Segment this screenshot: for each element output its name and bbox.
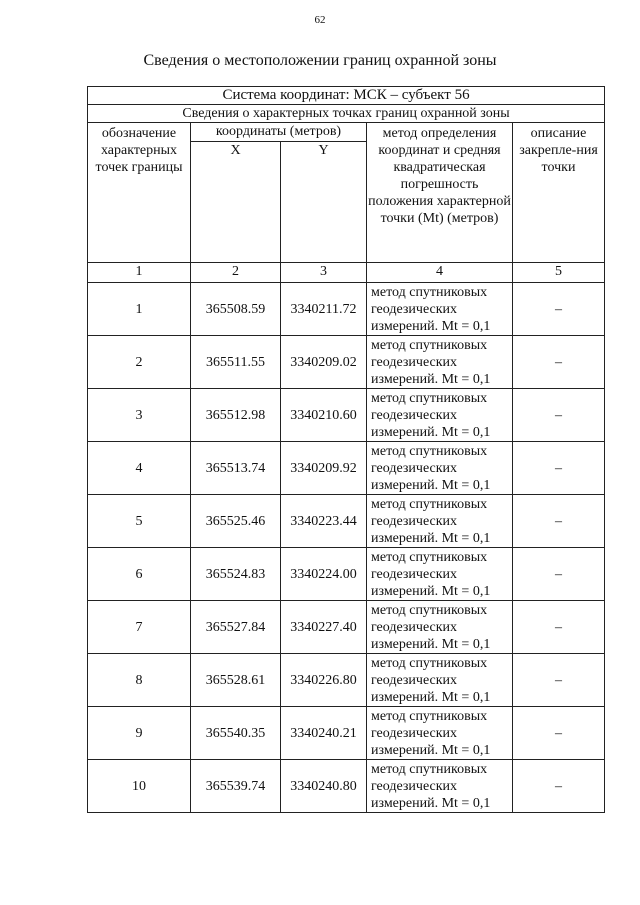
table-row bbox=[88, 601, 605, 654]
point-x: 365512.98 bbox=[191, 389, 281, 442]
point-y: 3340211.72 bbox=[281, 283, 367, 336]
table-row bbox=[88, 442, 605, 495]
column-number: 3 bbox=[281, 263, 367, 283]
point-y: 3340240.80 bbox=[281, 760, 367, 813]
document-title: Сведения о местоположении границ охранной зоны bbox=[143, 52, 497, 69]
header-method bbox=[367, 123, 513, 263]
point-description: – bbox=[513, 548, 605, 601]
header-coords: координаты (метров) bbox=[191, 123, 367, 142]
header-designation-text: обозначение характерных точек границы bbox=[95, 126, 183, 175]
point-description: – bbox=[513, 442, 605, 495]
header-method-text: метод определения координат и средняя квадратическая погрешность положения характерной точки (Mt) (метров) bbox=[368, 126, 511, 226]
coordinate-system-cell: Система координат: МСК – субъект 56 bbox=[88, 87, 605, 105]
table-row bbox=[88, 336, 605, 389]
point-description: – bbox=[513, 389, 605, 442]
header-description-text: описание закрепле-ния точки bbox=[519, 126, 598, 175]
point-y: 3340224.00 bbox=[281, 548, 367, 601]
point-x: 365527.84 bbox=[191, 601, 281, 654]
header-description bbox=[513, 123, 605, 263]
point-method: метод спутниковых геодезических измерений. Mt = 0,1 bbox=[367, 760, 513, 813]
table-body bbox=[88, 87, 605, 813]
point-description: – bbox=[513, 654, 605, 707]
point-y: 3340210.60 bbox=[281, 389, 367, 442]
table-subtitle-cell: Сведения о характерных точках границ охранной зоны bbox=[88, 105, 605, 123]
point-y: 3340223.44 bbox=[281, 495, 367, 548]
point-x: 365528.61 bbox=[191, 654, 281, 707]
column-number: 1 bbox=[88, 263, 191, 283]
point-x: 365511.55 bbox=[191, 336, 281, 389]
column-number: 5 bbox=[513, 263, 605, 283]
column-numbers-row bbox=[88, 263, 605, 283]
point-method: метод спутниковых геодезических измерений. Mt = 0,1 bbox=[367, 548, 513, 601]
point-id: 4 bbox=[88, 442, 191, 495]
point-description: – bbox=[513, 601, 605, 654]
point-y: 3340227.40 bbox=[281, 601, 367, 654]
point-description: – bbox=[513, 760, 605, 813]
point-x: 365525.46 bbox=[191, 495, 281, 548]
point-id: 9 bbox=[88, 707, 191, 760]
point-method: метод спутниковых геодезических измерений. Mt = 0,1 bbox=[367, 654, 513, 707]
table-row bbox=[88, 283, 605, 336]
point-y: 3340240.21 bbox=[281, 707, 367, 760]
table-row bbox=[88, 389, 605, 442]
point-x: 365513.74 bbox=[191, 442, 281, 495]
point-id: 5 bbox=[88, 495, 191, 548]
point-y: 3340209.02 bbox=[281, 336, 367, 389]
point-description: – bbox=[513, 336, 605, 389]
table-subtitle-row bbox=[88, 105, 605, 123]
point-description: – bbox=[513, 283, 605, 336]
point-method: метод спутниковых геодезических измерений. Mt = 0,1 bbox=[367, 336, 513, 389]
point-id: 6 bbox=[88, 548, 191, 601]
point-method: метод спутниковых геодезических измерений. Mt = 0,1 bbox=[367, 283, 513, 336]
column-number: 4 bbox=[367, 263, 513, 283]
coordinate-system-row bbox=[88, 87, 605, 105]
point-x: 365539.74 bbox=[191, 760, 281, 813]
point-x: 365540.35 bbox=[191, 707, 281, 760]
point-method: метод спутниковых геодезических измерений. Mt = 0,1 bbox=[367, 442, 513, 495]
boundary-points-table bbox=[87, 86, 605, 813]
point-id: 8 bbox=[88, 654, 191, 707]
point-method: метод спутниковых геодезических измерений. Mt = 0,1 bbox=[367, 601, 513, 654]
table-row bbox=[88, 707, 605, 760]
table-row bbox=[88, 760, 605, 813]
header-y: Y bbox=[281, 142, 367, 263]
point-x: 365508.59 bbox=[191, 283, 281, 336]
table-row bbox=[88, 548, 605, 601]
table-row bbox=[88, 654, 605, 707]
point-id: 7 bbox=[88, 601, 191, 654]
table-row bbox=[88, 495, 605, 548]
header-x: X bbox=[191, 142, 281, 263]
point-description: – bbox=[513, 707, 605, 760]
point-id: 2 bbox=[88, 336, 191, 389]
point-id: 1 bbox=[88, 283, 191, 336]
point-method: метод спутниковых геодезических измерений. Mt = 0,1 bbox=[367, 389, 513, 442]
point-method: метод спутниковых геодезических измерений. Mt = 0,1 bbox=[367, 707, 513, 760]
header-row bbox=[88, 123, 605, 142]
header-designation bbox=[88, 123, 191, 263]
point-y: 3340226.80 bbox=[281, 654, 367, 707]
point-id: 10 bbox=[88, 760, 191, 813]
column-number: 2 bbox=[191, 263, 281, 283]
point-x: 365524.83 bbox=[191, 548, 281, 601]
point-y: 3340209.92 bbox=[281, 442, 367, 495]
point-method: метод спутниковых геодезических измерений. Mt = 0,1 bbox=[367, 495, 513, 548]
point-description: – bbox=[513, 495, 605, 548]
point-id: 3 bbox=[88, 389, 191, 442]
page-number: 62 bbox=[314, 14, 326, 26]
